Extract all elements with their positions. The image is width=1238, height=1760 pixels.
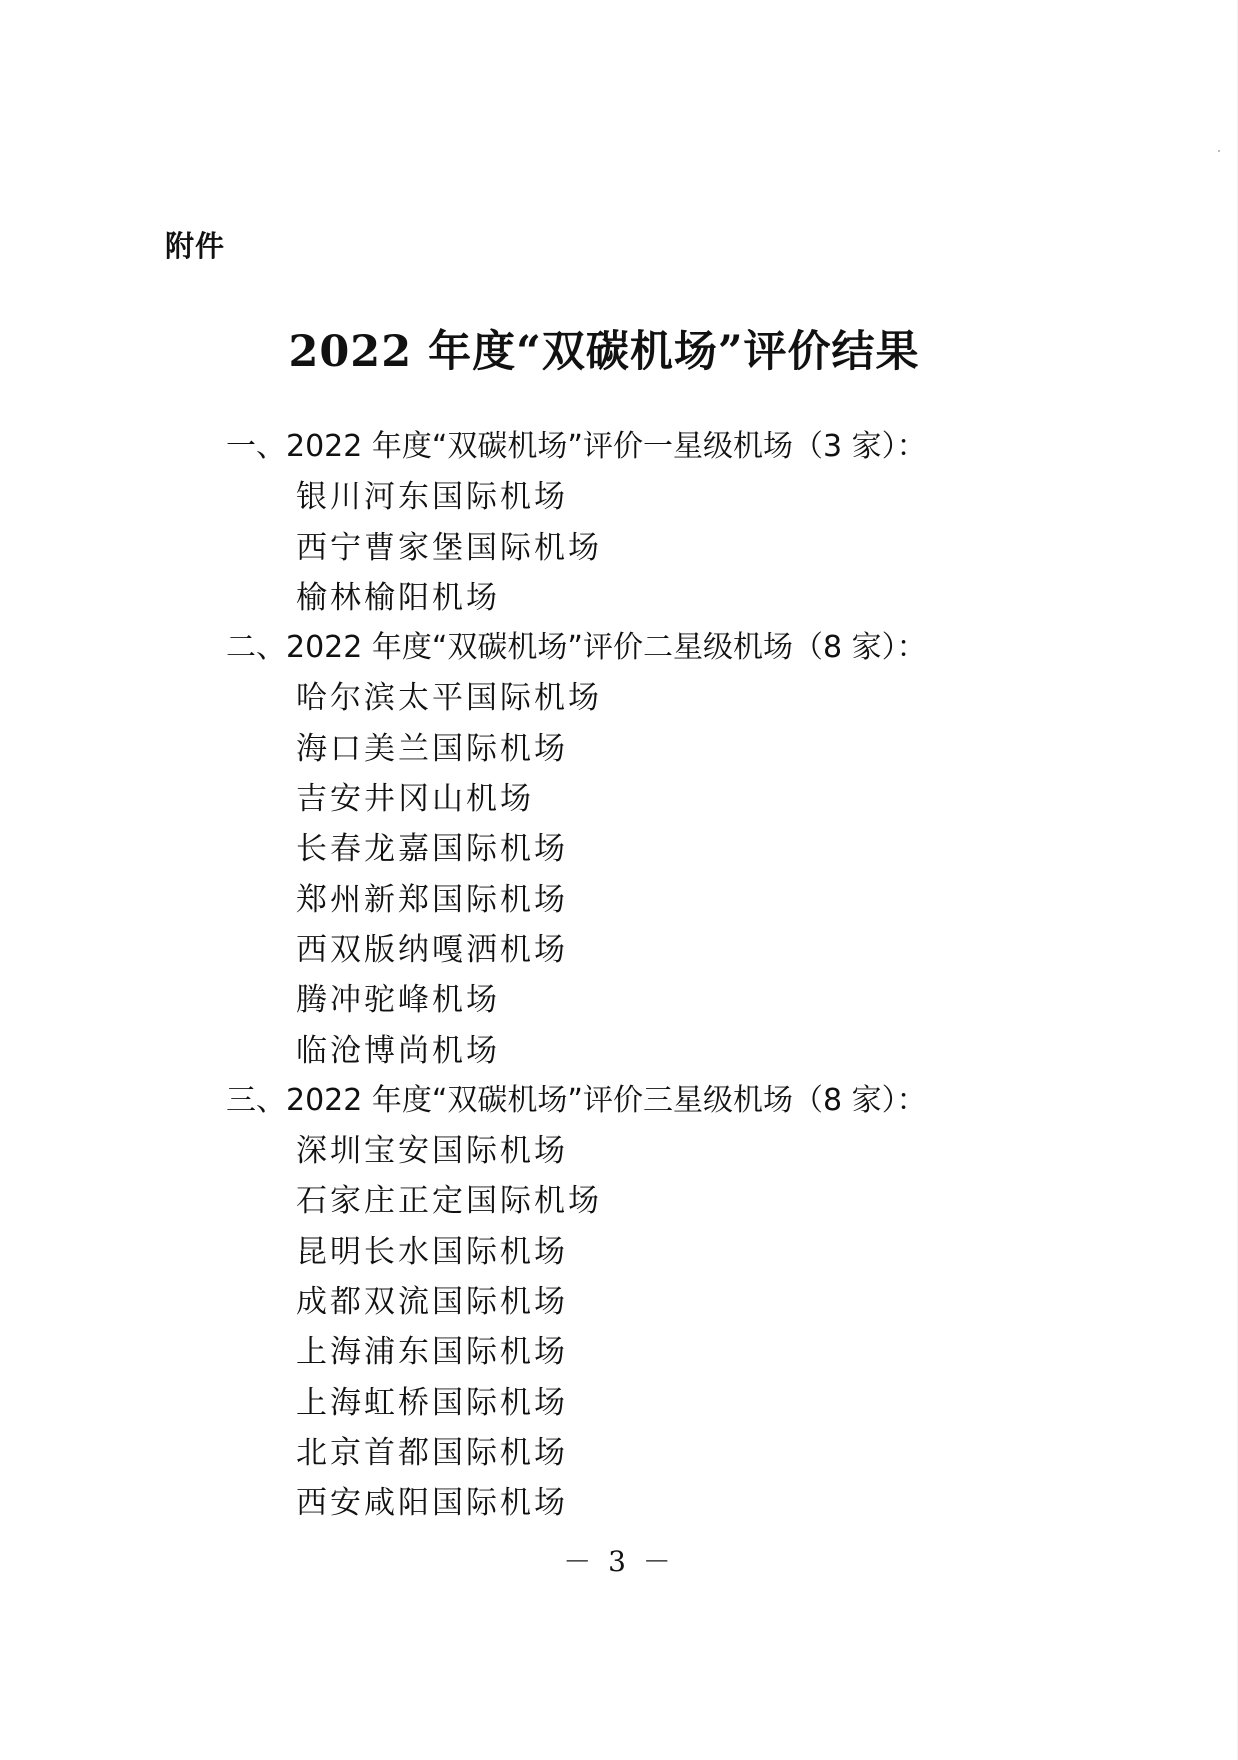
airport-item: 西宁曹家堡国际机场 bbox=[296, 529, 602, 566]
section-two-star bbox=[226, 623, 1126, 1076]
airport-item: 北京首都国际机场 bbox=[296, 1434, 568, 1471]
airport-item: 昆明长水国际机场 bbox=[296, 1233, 568, 1270]
airport-item: 临沧博尚机场 bbox=[296, 1032, 500, 1069]
section-heading: 三、2022 年度“双碳机场”评价三星级机场（8 家）： bbox=[226, 1082, 927, 1118]
scan-speck bbox=[1218, 150, 1220, 152]
airport-list bbox=[226, 472, 1126, 623]
results-sections bbox=[226, 422, 1126, 1529]
document-title: 2022 年度“双碳机场”评价结果 bbox=[288, 327, 920, 377]
airport-item: 吉安井冈山机场 bbox=[296, 781, 534, 818]
airport-item: 腾冲驼峰机场 bbox=[296, 982, 500, 1019]
airport-item: 石家庄正定国际机场 bbox=[296, 1183, 602, 1220]
page-number: － 3 － bbox=[563, 1545, 675, 1578]
attachment-label: 附件 bbox=[165, 229, 226, 263]
airport-item: 上海虹桥国际机场 bbox=[296, 1384, 568, 1421]
airport-item: 银川河东国际机场 bbox=[296, 479, 568, 516]
airport-item: 西安咸阳国际机场 bbox=[296, 1485, 568, 1522]
airport-item: 西双版纳嘎洒机场 bbox=[296, 931, 568, 968]
airport-list bbox=[226, 1126, 1126, 1528]
section-heading: 二、2022 年度“双碳机场”评价二星级机场（8 家）： bbox=[226, 630, 927, 666]
airport-item: 上海浦东国际机场 bbox=[296, 1334, 568, 1371]
airport-item: 郑州新郑国际机场 bbox=[296, 881, 568, 918]
section-heading: 一、2022 年度“双碳机场”评价一星级机场（3 家）： bbox=[226, 429, 927, 464]
airport-item: 成都双流国际机场 bbox=[296, 1284, 568, 1321]
airport-item: 海口美兰国际机场 bbox=[296, 730, 568, 767]
section-three-star bbox=[226, 1076, 1126, 1529]
airport-item: 哈尔滨太平国际机场 bbox=[296, 680, 602, 717]
airport-item: 深圳宝安国际机场 bbox=[296, 1133, 568, 1170]
airport-item: 榆林榆阳机场 bbox=[296, 579, 500, 616]
section-one-star bbox=[226, 422, 1126, 623]
airport-item: 长春龙嘉国际机场 bbox=[296, 831, 568, 868]
airport-list bbox=[226, 673, 1126, 1075]
